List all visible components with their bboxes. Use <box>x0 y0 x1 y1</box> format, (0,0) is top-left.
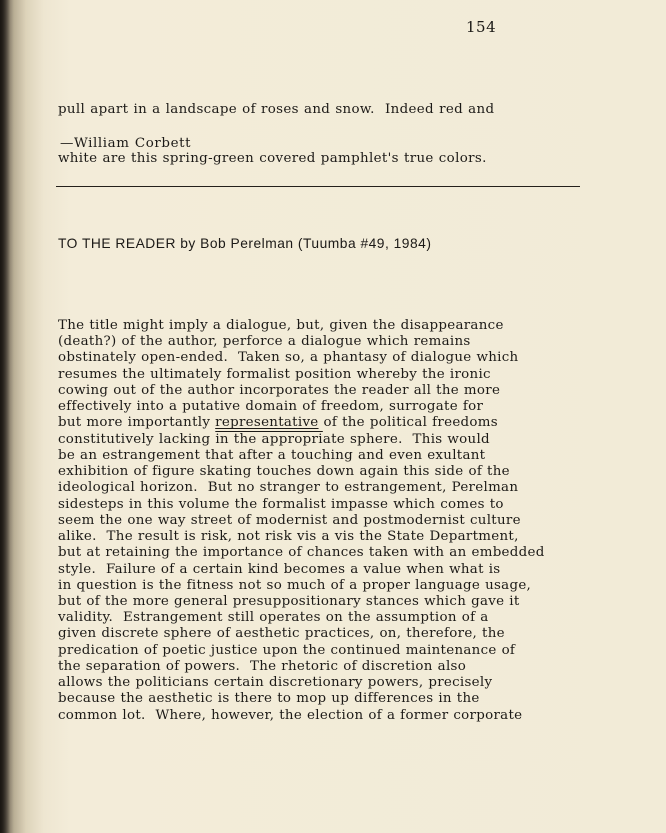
body-line: seem the one way street of modernist and postmodernist culture <box>58 512 521 528</box>
body-line: The title might imply a dialogue, but, given the disappearance <box>58 318 504 333</box>
body-line-end: of the political freedoms <box>318 415 498 431</box>
body-line: given discrete sphere of aesthetic practices, on, therefore, the <box>58 626 505 642</box>
review-title: TO THE READER by Bob Perelman (Tuumba #49, 1984) <box>58 236 432 251</box>
body-line: be an estrangement that after a touching and even exultant <box>58 447 486 463</box>
body-line: obstinately open-ended. Taken so, a phantasy of dialogue which <box>58 350 519 366</box>
page-number: 154 <box>466 18 497 36</box>
body-line: ideological horizon. But no stranger to estrangement, Perelman <box>58 480 519 496</box>
body-line: resumes the ultimately formalist position whereby the ironic <box>58 366 491 382</box>
body-line <box>58 432 545 448</box>
body-line: effectively into a putative domain of freedom, surrogate for <box>58 399 484 415</box>
body-line-start: but more importantly <box>58 415 216 431</box>
body-line: validity. Estrangement still operates on the assumption of a <box>58 610 489 626</box>
body-line: but at retaining the importance of chances taken with an embedded <box>58 545 545 561</box>
opening-paragraph <box>58 70 494 200</box>
body-line: in question is the fitness not so much of a proper language usage, <box>58 577 532 593</box>
body-line: but of the more general presuppositionary stances which gave it <box>58 593 520 609</box>
body-line: the separation of powers. The rhetoric of discretion also <box>58 658 467 674</box>
body-line: exhibition of figure skating touches down again this side of the <box>58 464 510 480</box>
review-body <box>58 318 545 724</box>
body-line: sidesteps in this volume the formalist impasse which comes to <box>58 496 504 512</box>
opening-line: pull apart in a landscape of roses and snow. Indeed red and <box>58 102 495 118</box>
body-line: because the aesthetic is there to mop up differences in the <box>58 691 480 707</box>
body-line-end: ate sphere. This would <box>322 431 490 447</box>
spine-shadow <box>0 0 10 833</box>
section-divider <box>56 186 580 187</box>
overlined-phrase: in the appropri <box>215 431 323 447</box>
underlined-word: representative <box>215 415 319 431</box>
body-line: allows the politicians certain discretionary powers, precisely <box>58 675 493 691</box>
body-line: common lot. Where, however, the election of a former corporate <box>58 707 523 723</box>
body-line: cowing out of the author incorporates the reader all the more <box>58 382 501 398</box>
body-line: (death?) of the author, perforce a dialogue which remains <box>58 334 471 350</box>
body-line: predication of poetic justice upon the continued maintenance of <box>58 642 516 658</box>
review-signature: —William Corbett <box>60 136 192 151</box>
body-line <box>58 415 545 431</box>
opening-line: white are this spring-green covered pamphlet's true colors. <box>58 151 487 167</box>
body-line-start: constitutively lacking <box>58 431 216 447</box>
body-line: style. Failure of a certain kind becomes a value when what is <box>58 561 501 577</box>
body-line: alike. The result is risk, not risk vis a vis the State Department, <box>58 529 519 545</box>
